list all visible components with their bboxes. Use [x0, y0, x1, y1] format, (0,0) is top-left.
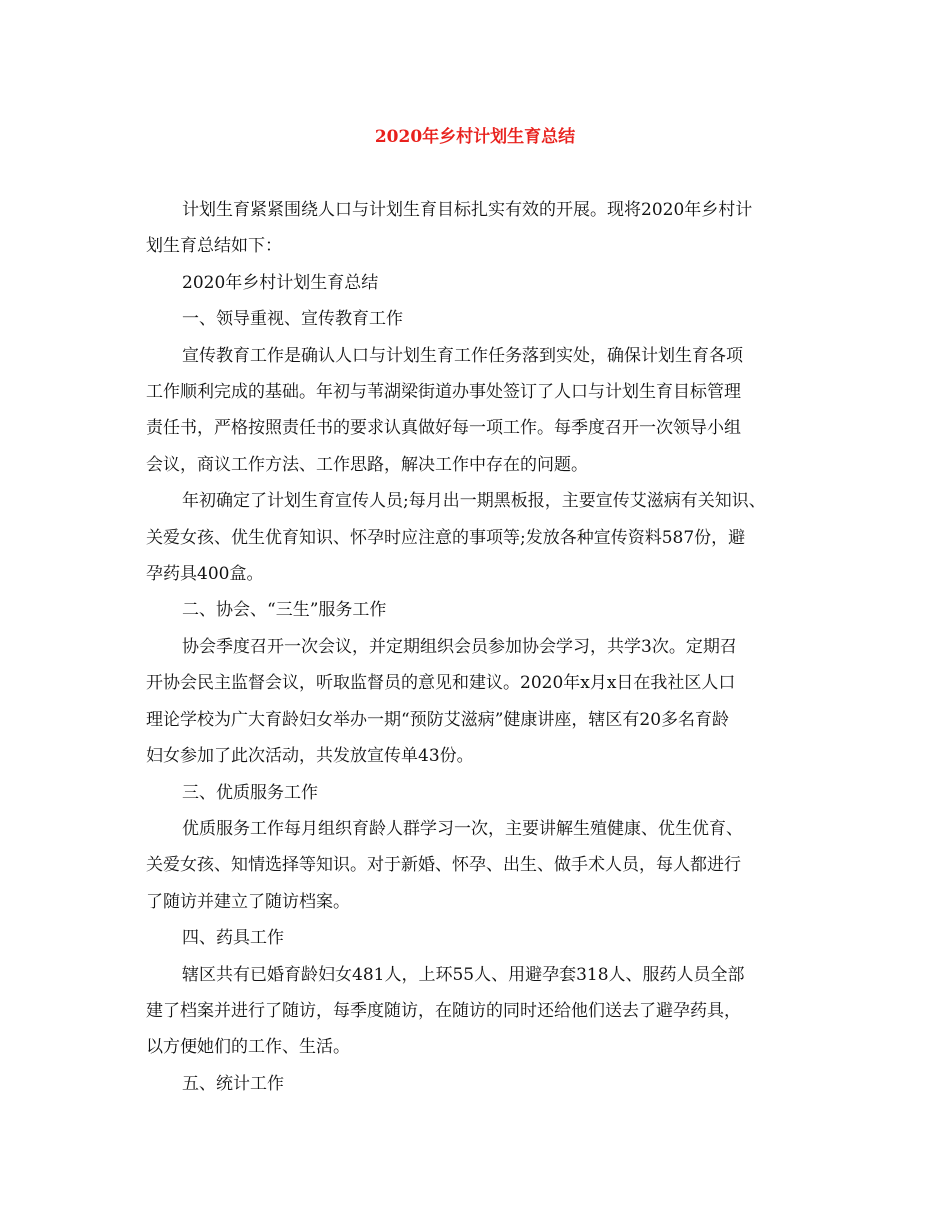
text-line: 会议，商议工作方法、工作思路，解决工作中存在的问题。: [146, 454, 588, 475]
section-heading-3: [146, 775, 806, 811]
text-line: 责任书，严格按照责任书的要求认真做好每一项工作。每季度召开一次领导小组: [146, 418, 741, 439]
text-line: 以方便她们的工作、生活。: [146, 1037, 350, 1058]
document-title: 2020年乡村计划生育总结: [374, 127, 576, 147]
text-line: 二、协会、“三生”服务工作: [182, 600, 387, 621]
section-heading-2: [146, 592, 806, 628]
paragraph-section-2: [146, 629, 806, 775]
text-line: 优质服务工作每月组织育龄人群学习一次，主要讲解生殖健康、优生优育、: [182, 818, 743, 839]
paragraph-section-1a: [146, 338, 806, 484]
text-line: 工作顺利完成的基础。年初与苇湖梁街道办事处签订了人口与计划生育目标管理: [146, 382, 741, 403]
paragraph-section-3: [146, 811, 806, 920]
text-line: 关爱女孩、知情选择等知识。对于新婚、怀孕、出生、做手术人员，每人都进行: [146, 855, 741, 876]
text-line: 年初确定了计划生育宣传人员;每月出一期黑板报，主要宣传艾滋病有关知识、: [182, 491, 766, 512]
paragraph-intro: [146, 192, 806, 265]
text-line: 开协会民主监督会议，听取监督员的意见和建议。2020年x月x日在我社区人口: [146, 673, 736, 694]
text-line: 划生育总结如下：: [146, 236, 282, 257]
text-line: 孕药具400盒。: [146, 564, 264, 585]
paragraph-section-4: [146, 957, 806, 1066]
text-line: 计划生育紧紧围绕人口与计划生育目标扎实有效的开展。现将2020年乡村计: [182, 200, 753, 220]
paragraph-section-1b: [146, 483, 806, 592]
section-heading-5: [146, 1066, 806, 1102]
text-line: 了随访并建立了随访档案。: [146, 891, 350, 912]
text-line: 关爱女孩、优生优育知识、怀孕时应注意的事项等;发放各种宣传资料587份，避: [146, 527, 746, 548]
text-line: 妇女参加了此次活动，共发放宣传单43份。: [146, 746, 474, 767]
section-heading-1: [146, 301, 806, 337]
text-line: 协会季度召开一次会议，并定期组织会员参加协会学习，共学3次。定期召: [182, 636, 737, 657]
document-body: [146, 192, 806, 1102]
section-heading-4: [146, 920, 806, 956]
text-line: 辖区共有已婚育龄妇女481人，上环55人、用避孕套318人、服药人员全部: [182, 964, 745, 985]
text-line: 四、药具工作: [182, 928, 284, 949]
paragraph-subtitle: [146, 265, 806, 301]
text-line: 建了档案并进行了随访，每季度随访，在随访的同时还给他们送去了避孕药具，: [146, 1000, 741, 1021]
text-line: 一、领导重视、宣传教育工作: [182, 309, 403, 330]
text-line: 五、统计工作: [182, 1073, 284, 1094]
text-line: 2020年乡村计划生育总结: [182, 272, 379, 293]
text-line: 三、优质服务工作: [182, 782, 318, 803]
text-line: 理论学校为广大育龄妇女举办一期“预防艾滋病”健康讲座，辖区有20多名育龄: [146, 709, 730, 730]
text-line: 宣传教育工作是确认人口与计划生育工作任务落到实处，确保计划生育各项: [182, 345, 743, 366]
